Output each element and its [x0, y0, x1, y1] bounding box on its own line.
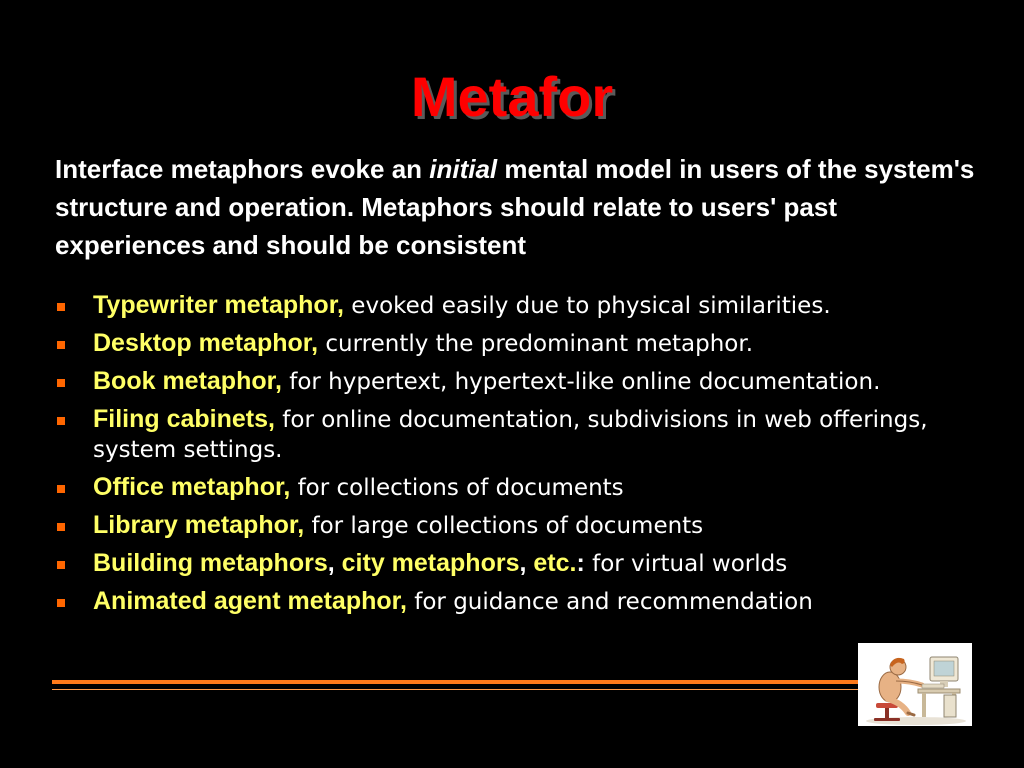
list-item-term-2: city metaphors — [341, 549, 520, 577]
bullet-square-icon — [57, 341, 65, 349]
list-item-term: Building metaphors — [93, 549, 328, 577]
intro-paragraph — [55, 150, 985, 264]
footer-rule — [52, 680, 858, 684]
bullet-square-icon — [57, 599, 65, 607]
bullet-square-icon — [57, 303, 65, 311]
list-item-term: Desktop metaphor, — [93, 329, 319, 357]
intro-text-end: mental model in users of the system's structure and operation. Metaphors should relate to users' past experiences and should be consistent — [55, 154, 975, 260]
metaphor-list — [55, 290, 955, 624]
list-item-term: Typewriter metaphor, — [93, 291, 344, 319]
slide-title: Metafor — [410, 65, 614, 128]
list-item-term: Filing cabinets, — [93, 405, 275, 433]
list-item-term: Office metaphor, — [93, 473, 291, 501]
intro-text-start: Interface metaphors evoke an — [55, 154, 430, 184]
list-item-library — [55, 510, 955, 541]
list-item-term: Book metaphor, — [93, 367, 282, 395]
list-item-text: evoked easily due to physical similarities. — [344, 293, 831, 319]
list-item-term: Animated agent metaphor, — [93, 587, 407, 615]
bullet-square-icon — [57, 523, 65, 531]
list-item-text: for hypertext, hypertext-like online documentation. — [281, 369, 881, 395]
bullet-square-icon — [57, 417, 65, 425]
list-item-book — [55, 366, 955, 397]
list-item-text: for online documentation, subdivisions in web offerings, system settings. — [93, 407, 928, 463]
list-item-text: for collections of documents — [290, 475, 624, 501]
list-item-term-3: etc. — [533, 549, 577, 577]
list-item-animated-agent — [55, 586, 955, 617]
list-item-text: for large collections of documents — [304, 513, 704, 539]
intro-emphasis: initial — [429, 154, 498, 184]
caveman-at-computer-icon — [858, 643, 972, 726]
bullet-square-icon — [57, 379, 65, 387]
list-item-desktop — [55, 328, 955, 359]
footer-rule-thin — [52, 689, 858, 690]
list-item-text: currently the predominant metaphor. — [318, 331, 754, 357]
list-item-separator: , — [519, 549, 534, 577]
list-item-office — [55, 472, 955, 503]
list-item-text: for guidance and recommendation — [406, 589, 813, 615]
list-item-building — [55, 548, 955, 579]
list-item-typewriter — [55, 290, 955, 321]
list-item-separator: , — [327, 549, 342, 577]
list-item-text: for virtual worlds — [584, 551, 788, 577]
list-item-filing-cabinets — [55, 404, 955, 465]
list-item-separator: : — [576, 549, 585, 577]
bullet-square-icon — [57, 561, 65, 569]
bullet-square-icon — [57, 485, 65, 493]
list-item-term: Library metaphor, — [93, 511, 305, 539]
